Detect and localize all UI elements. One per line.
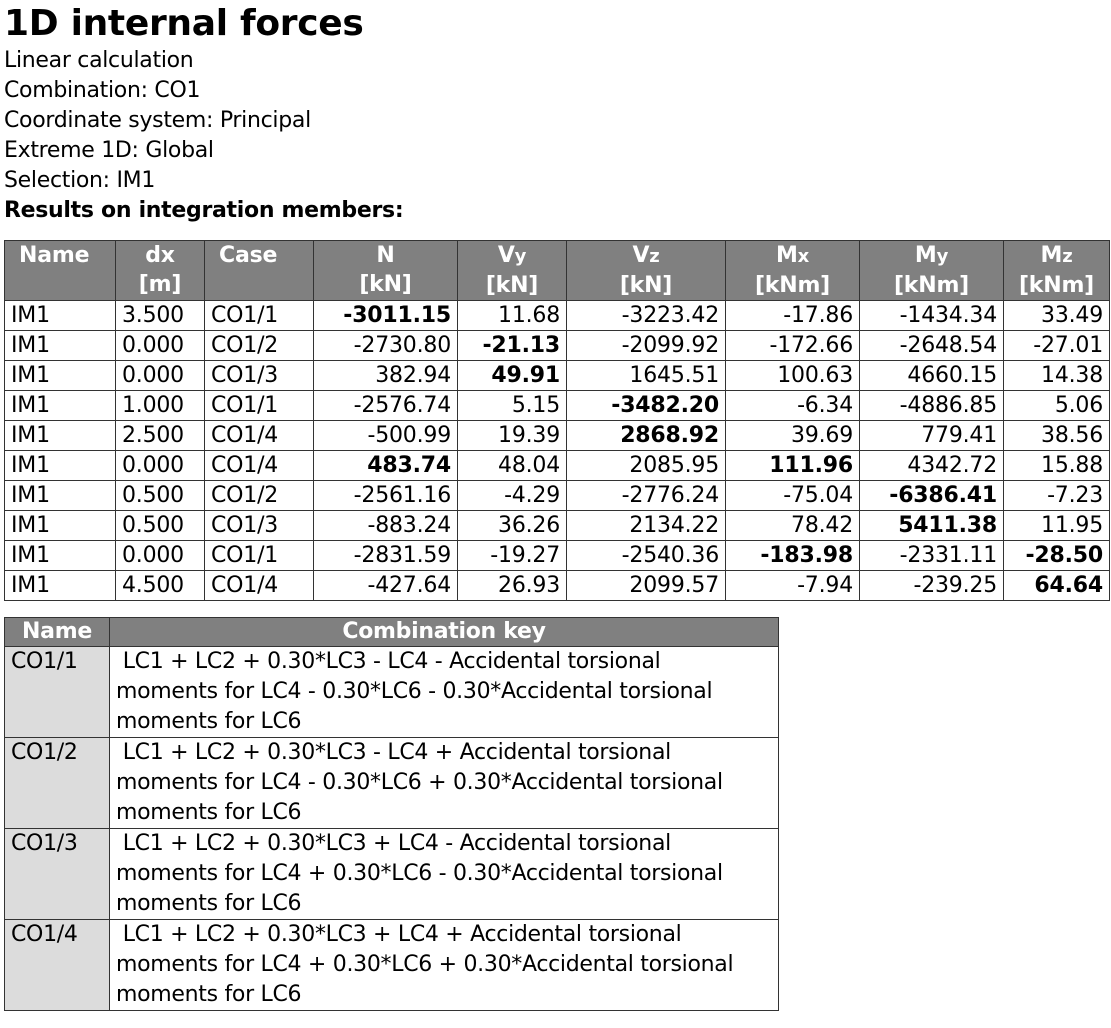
key-cell-description: LC1 + LC2 + 0.30*LC3 + LC4 - Accidental torsional moments for LC4 + 0.30*LC6 - 0.30*Accidental torsional moments for LC6 [110,829,779,920]
cell-mz: 5.06 [1004,391,1110,421]
calculation-type: Linear calculation [4,48,194,73]
table-row [5,391,1110,421]
key-cell-description: LC1 + LC2 + 0.30*LC3 - LC4 + Accidental torsional moments for LC4 - 0.30*LC6 + 0.30*Accidental torsional moments for LC6 [110,738,779,829]
col-header-case: Case [205,241,314,301]
col-header-my: My [kNm] [860,241,1004,301]
key-cell-name: CO1/4 [5,920,110,1011]
cell-dx: 0.000 [116,541,205,571]
col-header-mx: Mx [kNm] [726,241,860,301]
table-row [5,451,1110,481]
cell-my: 779.41 [860,421,1004,451]
cell-case: CO1/4 [205,421,314,451]
key-cell-name: CO1/3 [5,829,110,920]
cell-n: -2576.74 [314,391,458,421]
cell-vz: 2099.57 [567,571,726,601]
cell-my: 4342.72 [860,451,1004,481]
cell-dx: 0.000 [116,451,205,481]
cell-my: -239.25 [860,571,1004,601]
cell-my: -2648.54 [860,331,1004,361]
cell-case: CO1/1 [205,301,314,331]
cell-mz: -7.23 [1004,481,1110,511]
key-cell-name: CO1/2 [5,738,110,829]
cell-n: -2561.16 [314,481,458,511]
extreme-label: Extreme 1D: Global [4,138,214,163]
cell-mx: -17.86 [726,301,860,331]
cell-vy: 48.04 [458,451,567,481]
results-table [4,240,1110,601]
cell-mx: 39.69 [726,421,860,451]
col-header-n: N [kN] [314,241,458,301]
cell-dx: 0.000 [116,361,205,391]
key-cell-description: LC1 + LC2 + 0.30*LC3 + LC4 + Accidental torsional moments for LC4 + 0.30*LC6 + 0.30*Accidental torsional moments for LC6 [110,920,779,1011]
cell-my: -4886.85 [860,391,1004,421]
cell-dx: 2.500 [116,421,205,451]
table-row [5,361,1110,391]
cell-dx: 4.500 [116,571,205,601]
cell-mz: 38.56 [1004,421,1110,451]
cell-mz: 14.38 [1004,361,1110,391]
cell-n: 382.94 [314,361,458,391]
cell-name: IM1 [5,511,116,541]
combination-key-table [4,617,779,1011]
cell-mz: 33.49 [1004,301,1110,331]
cell-vz: -2540.36 [567,541,726,571]
cell-mx: -172.66 [726,331,860,361]
table-row [5,481,1110,511]
cell-mx: 111.96 [726,451,860,481]
cell-vz: 2134.22 [567,511,726,541]
results-heading: Results on integration members: [4,198,404,223]
cell-mx: -7.94 [726,571,860,601]
selection-label: Selection: IM1 [4,168,156,193]
cell-vy: -19.27 [458,541,567,571]
key-row [5,738,779,829]
cell-n: -427.64 [314,571,458,601]
cell-vy: 26.93 [458,571,567,601]
cell-name: IM1 [5,481,116,511]
cell-n: 483.74 [314,451,458,481]
cell-vz: 2085.95 [567,451,726,481]
cell-case: CO1/4 [205,571,314,601]
cell-name: IM1 [5,421,116,451]
cell-name: IM1 [5,571,116,601]
cell-vz: -2776.24 [567,481,726,511]
coordinate-system-label: Coordinate system: Principal [4,108,311,133]
cell-my: -1434.34 [860,301,1004,331]
key-row [5,920,779,1011]
key-header-combination: Combination key [110,618,779,647]
cell-dx: 3.500 [116,301,205,331]
key-row [5,647,779,738]
cell-my: -2331.11 [860,541,1004,571]
cell-vy: 36.26 [458,511,567,541]
cell-vz: 2868.92 [567,421,726,451]
key-row [5,829,779,920]
cell-vy: 49.91 [458,361,567,391]
cell-case: CO1/3 [205,511,314,541]
page-title: 1D internal forces [4,3,364,44]
cell-vy: 19.39 [458,421,567,451]
cell-mz: -28.50 [1004,541,1110,571]
cell-n: -2831.59 [314,541,458,571]
cell-case: CO1/1 [205,541,314,571]
cell-n: -2730.80 [314,331,458,361]
cell-mz: 15.88 [1004,451,1110,481]
cell-vz: -2099.92 [567,331,726,361]
cell-mx: 100.63 [726,361,860,391]
key-cell-name: CO1/1 [5,647,110,738]
cell-n: -500.99 [314,421,458,451]
cell-case: CO1/3 [205,361,314,391]
key-header-name: Name [5,618,110,647]
cell-vz: 1645.51 [567,361,726,391]
cell-mz: -27.01 [1004,331,1110,361]
cell-vz: -3223.42 [567,301,726,331]
cell-dx: 1.000 [116,391,205,421]
cell-my: -6386.41 [860,481,1004,511]
combination-label: Combination: CO1 [4,78,201,103]
cell-name: IM1 [5,361,116,391]
cell-name: IM1 [5,331,116,361]
table-row [5,541,1110,571]
cell-mx: -75.04 [726,481,860,511]
cell-vy: -21.13 [458,331,567,361]
cell-case: CO1/2 [205,481,314,511]
cell-case: CO1/1 [205,391,314,421]
cell-n: -883.24 [314,511,458,541]
cell-my: 4660.15 [860,361,1004,391]
cell-name: IM1 [5,301,116,331]
col-header-vy: Vy [kN] [458,241,567,301]
cell-mz: 11.95 [1004,511,1110,541]
table-row [5,331,1110,361]
cell-vy: -4.29 [458,481,567,511]
col-header-mz: Mz [kNm] [1004,241,1110,301]
table-row [5,301,1110,331]
cell-n: -3011.15 [314,301,458,331]
key-cell-description: LC1 + LC2 + 0.30*LC3 - LC4 - Accidental torsional moments for LC4 - 0.30*LC6 - 0.30*Accidental torsional moments for LC6 [110,647,779,738]
report-meta [4,46,1111,226]
cell-mx: -6.34 [726,391,860,421]
cell-mx: -183.98 [726,541,860,571]
cell-dx: 0.500 [116,511,205,541]
cell-vy: 11.68 [458,301,567,331]
cell-dx: 0.000 [116,331,205,361]
cell-mx: 78.42 [726,511,860,541]
cell-my: 5411.38 [860,511,1004,541]
cell-name: IM1 [5,391,116,421]
col-header-dx: dx [m] [116,241,205,301]
cell-mz: 64.64 [1004,571,1110,601]
cell-case: CO1/2 [205,331,314,361]
cell-vz: -3482.20 [567,391,726,421]
cell-name: IM1 [5,451,116,481]
key-header-row [5,618,779,647]
table-row [5,511,1110,541]
cell-case: CO1/4 [205,451,314,481]
col-header-name: Name [5,241,116,301]
table-row [5,421,1110,451]
cell-name: IM1 [5,541,116,571]
cell-vy: 5.15 [458,391,567,421]
cell-dx: 0.500 [116,481,205,511]
results-header-row [5,241,1110,301]
col-header-vz: Vz [kN] [567,241,726,301]
table-row [5,571,1110,601]
